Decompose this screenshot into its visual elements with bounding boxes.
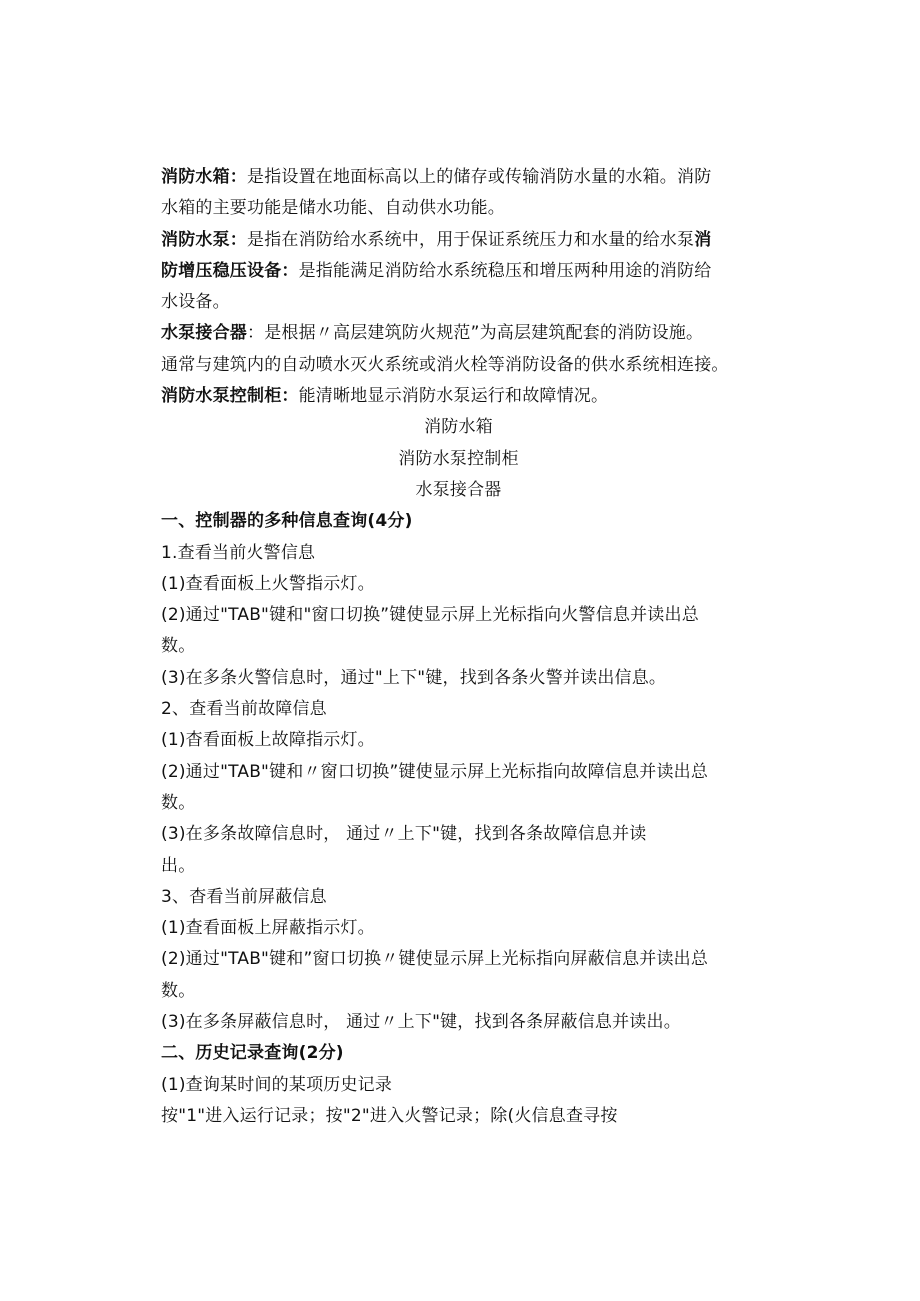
term-pump-adapter: 水泵接合器	[161, 323, 247, 344]
term-fire-pump: 消防水泵：	[161, 229, 247, 250]
step-line: 按"1"进入运行记录；按"2"进入火警记录；除(火信息查寻按	[161, 1105, 618, 1126]
step-line: (2)通过"TAB"键和〃窗口切换”键使显示屏上光标指向故障信息并读出总	[161, 761, 709, 782]
definition-text-line: 通常与建筑内的自动喷水灭火系统或消火栓等消防设备的供水系统相连接。	[161, 354, 729, 375]
step-line: 数。	[161, 792, 196, 813]
step-line: (2)通过"TAB"键和"窗口切换”键使显示屏上光标指向火警信息并读出总	[161, 605, 699, 626]
term-fire-water-tank: 消防水箱：	[161, 167, 247, 187]
step-line: (1)杳看面板上故障指示灯。	[161, 730, 375, 751]
definition-text: 是指在消防给水系统中，用于保证系统压力和水量的给水泵	[247, 229, 695, 250]
term-pump-control-cabinet: 消防水泵控制柜：	[161, 386, 299, 407]
step-line: (1)查询某时间的某项历史记录	[161, 1074, 393, 1095]
subsection-title: 2、查看当前故障信息	[161, 699, 327, 720]
step-line: 数。	[161, 636, 196, 657]
definition-booster-equipment	[161, 256, 781, 287]
definition-text-line: 水箱的主要功能是储水功能、自动供水功能。	[161, 198, 505, 219]
definition-text: 能清晰地显示消防水泵运行和故障情况。	[298, 386, 609, 407]
step-line: (3)在多条故障信息时， 通过〃上下"键，找到各条故障信息并读	[161, 824, 647, 845]
definition-pump-adapter	[161, 318, 781, 349]
centered-label-cabinet: 消防水泵控制柜	[398, 448, 519, 469]
step-line: (3)在多条火警信息时，通过"上下"键，找到各条火警并读出信息。	[161, 667, 667, 688]
subsection-title: 3、杳看当前屏蔽信息	[161, 886, 327, 907]
section-heading: 一、控制器的多种信息查询(4分)	[161, 511, 413, 532]
subsection-title: 1.查看当前火警信息	[161, 542, 316, 563]
document-body	[161, 162, 781, 1132]
centered-label-tank: 消防水箱	[424, 417, 493, 438]
definition-text-line: 水设备。	[161, 292, 230, 313]
section-heading: 二、历史记录查询(2分)	[161, 1043, 344, 1064]
definition-text: 是指设置在地面标高以上的储存或传输消防水量的水箱。消防	[247, 167, 712, 187]
step-line: (1)查看面板上火警指示灯。	[161, 573, 375, 594]
definition-text: 是指能满足消防给水系统稳压和增压两种用途的消防给	[298, 260, 712, 281]
centered-label-adapter: 水泵接合器	[415, 479, 502, 500]
definition-fire-water-tank	[161, 162, 781, 193]
step-line: (3)在多条屏蔽信息时， 通过〃上下"键，找到各条屏蔽信息并读出。	[161, 1012, 681, 1033]
term-booster-part: 消	[694, 229, 712, 250]
step-line: 出。	[161, 855, 196, 876]
step-line: (1)查看面板上屏蔽指示灯。	[161, 918, 375, 939]
definition-pump-control-cabinet	[161, 381, 781, 412]
definition-fire-pump	[161, 225, 781, 256]
definition-text: ：是根据〃高层建筑防火规范”为高层建筑配套的消防设施。	[247, 323, 704, 344]
term-booster-equipment: 防增压稳压设备：	[161, 260, 299, 281]
step-line: 数。	[161, 980, 196, 1001]
step-line: (2)通过"TAB"键和”窗口切换〃键使显示屏上光标指向屏蔽信息并读出总	[161, 949, 709, 970]
